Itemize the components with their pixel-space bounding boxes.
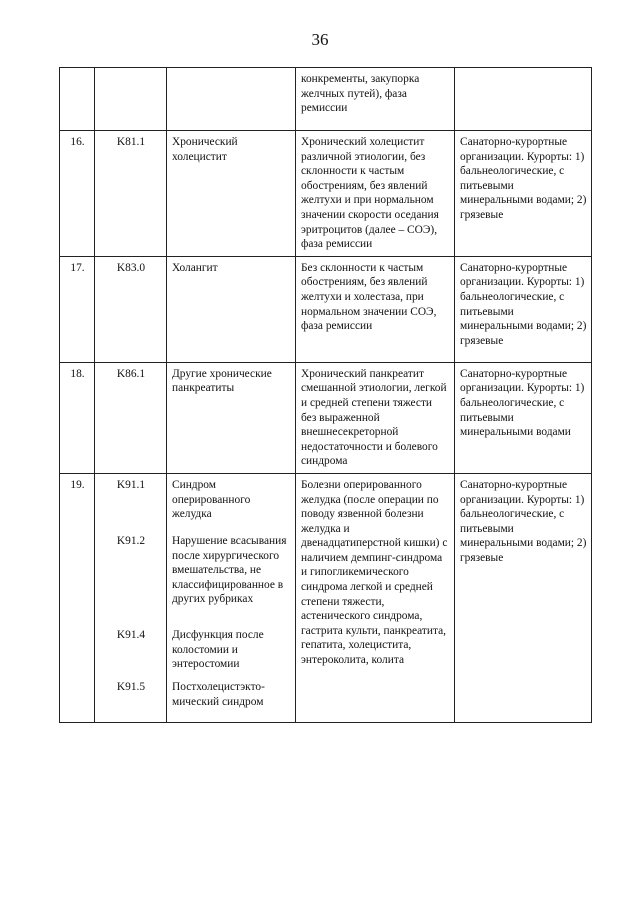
name-k91-4: Дисфункция после колостомии и энтеростомии [172,628,264,671]
cell-name-group [167,473,296,722]
cell-num [60,68,95,131]
cell-name [167,68,296,131]
cell-code: K86.1 [95,362,167,473]
cell-condition: Хронический холецистит различной этиологии, без склонности к частым обострениям, без явлений желтухи и при нормальном значении скорости оседания эритроцитов (далее – СОЭ), фаза ремиссии [296,131,455,257]
table-row [60,362,592,473]
code-k91-4: K91.4 [116,628,146,641]
cell-treatment: Санаторно-курортные организации. Курорты: 1) бальнеологические, с питьевыми минеральными водами; 2) грязевые [455,473,592,722]
cell-name: Холангит [167,256,296,362]
indications-table [59,67,592,723]
cell-treatment [455,68,592,131]
code-k91-1: K91.1 [116,478,146,491]
name-k91-5: Постхолецистэкто-мический синдром [172,680,265,708]
cell-name: Хронический холецистит [167,131,296,257]
cell-code-group [95,473,167,722]
cell-treatment: Санаторно-курортные организации. Курорты: 1) бальнеологические, с питьевыми минеральными водами [455,362,592,473]
code-k91-5: K91.5 [116,680,146,693]
cell-treatment: Санаторно-курортные организации. Курорты: 1) бальнеологические, с питьевыми минеральными водами; 2) грязевые [455,131,592,257]
cell-code: K83.0 [95,256,167,362]
name-k91-1: Синдром оперированного желудка [172,478,251,521]
cell-code [95,68,167,131]
cell-condition: Без склонности к частым обострениям, без явлений желтухи и холестаза, при нормальном значении СОЭ, фаза ремиссии [296,256,455,362]
table-row [60,256,592,362]
cell-condition: Хронический панкреатит смешанной этиологии, легкой и средней степени тяжести без выраженной внешнесекреторной недостаточности и болевого синдрома [296,362,455,473]
code-k91-2: K91.2 [116,534,146,547]
cell-num: 19. [60,473,95,722]
cell-num: 16. [60,131,95,257]
page-number: 36 [311,30,329,49]
cell-num: 17. [60,256,95,362]
name-k91-2: Нарушение всасывания после хирургического вмешательства, не классифицированное в других рубриках [172,534,287,606]
cell-condition: Болезни оперированного желудка (после операции по поводу язвенной болезни желудка и двенадцатиперстной кишки) с наличием демпинг-синдрома и гипогликемического синдрома легкой и средней степени тяжести, астенического синдрома, гастрита культи, панкреатита, гепатита, холецистита, энтероколита, колита [296,473,455,722]
cell-name: Другие хронические панкреатиты [167,362,296,473]
cell-treatment: Санаторно-курортные организации. Курорты: 1) бальнеологические, с питьевыми минеральными водами; 2) грязевые [455,256,592,362]
table-row [60,473,592,722]
cell-code: K81.1 [95,131,167,257]
cell-num: 18. [60,362,95,473]
table-row [60,131,592,257]
table-row-continuation [60,68,592,131]
cell-condition: конкременты, закупорка желчных путей), фаза ремиссии [296,68,455,131]
